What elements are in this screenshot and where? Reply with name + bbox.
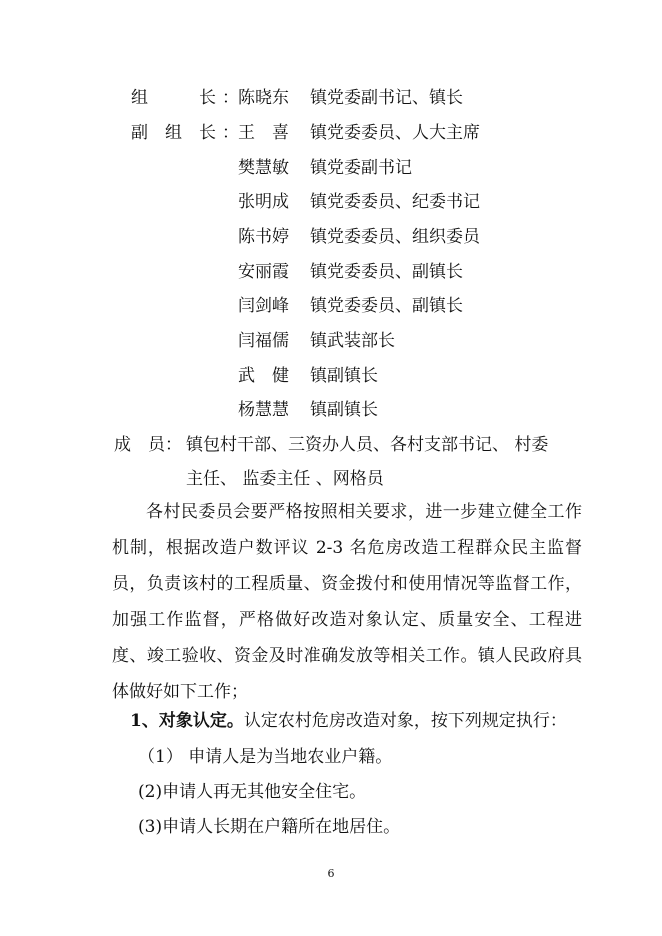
leader-name: 陈晓东 — [238, 88, 289, 108]
section-1-heading: 1、对象认定。 — [130, 711, 244, 731]
deputy-duty: 镇党委委员、人大主席 — [310, 123, 480, 143]
leader-colon: ： — [222, 88, 239, 108]
deputy-duty: 镇党委委员、副镇长 — [310, 296, 463, 316]
deputy-colon: ： — [222, 123, 239, 143]
page-number: 6 — [327, 867, 335, 880]
list-item: (3)申请人长期在户籍所在地居住。 — [138, 817, 401, 837]
section-1 — [130, 710, 567, 732]
deputy-name: 武 健 — [238, 366, 289, 386]
deputy-name: 樊慧敏 — [238, 158, 289, 178]
deputy-name: 张明成 — [238, 192, 289, 212]
deputy-duty: 镇党委委员、纪委书记 — [310, 192, 480, 212]
list-item: （1） 申请人是为当地农业户籍。 — [138, 747, 393, 767]
deputy-name: 杨慧慧 — [238, 400, 289, 420]
members-line-2: 主任、 监委主任 、网格员 — [186, 469, 384, 489]
deputy-duty: 镇武装部长 — [310, 331, 395, 351]
body-paragraph: 各村民委员会要严格按照相关要求，进一步建立健全工作机制，根据改造户数评议 2-3 名危房改造工程群众民主监督员，负责该村的工程质量、资金拨付和使用情况等监督工作，加强工作监督，严格做好改造对象认定、质量安全、工程进度、竣工验收、资金及时准确发放等相关工作。镇人民政府具体做好如下工作； — [112, 502, 582, 702]
deputy-role: 副 组 长 — [131, 123, 216, 143]
deputy-duty: 镇副镇长 — [310, 400, 378, 420]
members-line-1: 镇包村干部、三资办人员、各村支部书记、 村委 — [186, 435, 549, 455]
deputy-name: 闫福儒 — [238, 331, 289, 351]
section-1-text: 认定农村危房改造对象，按下列规定执行： — [243, 711, 567, 731]
leader-duty: 镇党委副书记、镇长 — [310, 88, 463, 108]
leader-role: 组 长 — [131, 88, 216, 108]
deputy-duty: 镇党委委员、副镇长 — [310, 262, 463, 282]
deputy-duty: 镇党委委员、组织委员 — [310, 227, 480, 247]
deputy-name: 陈书婷 — [238, 227, 289, 247]
deputy-name: 王 喜 — [238, 123, 289, 143]
deputy-duty: 镇副镇长 — [310, 366, 378, 386]
members-role: 成 员： — [114, 435, 182, 455]
deputy-name: 安丽霞 — [238, 262, 289, 282]
deputy-name: 闫剑峰 — [238, 296, 289, 316]
deputy-duty: 镇党委副书记 — [310, 158, 412, 178]
list-item: (2)申请人再无其他安全住宅。 — [138, 782, 367, 802]
